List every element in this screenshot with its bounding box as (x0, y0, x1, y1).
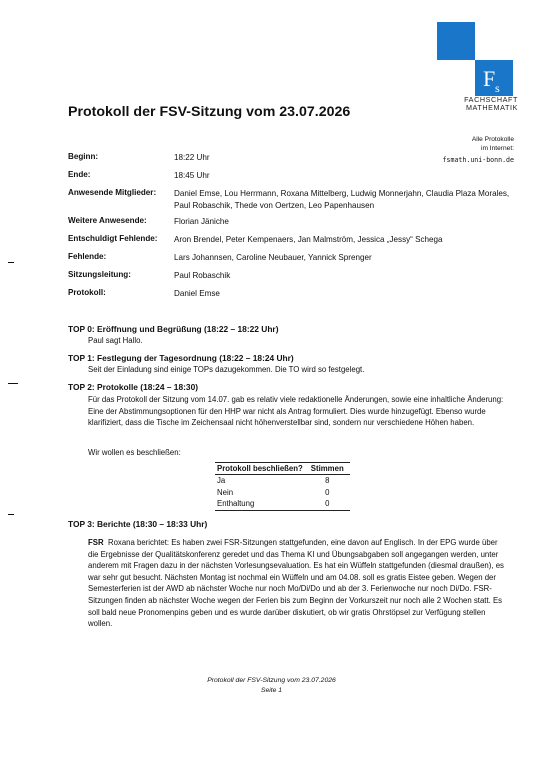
meta-value: 18:45 Uhr (174, 171, 210, 180)
vote-option: Nein (217, 487, 234, 497)
meta-value: Daniel Emse, Lou Herrmann, Roxana Mittelberg, Ludwig Monnerjahn, Claudia Plaza Morales, Paul Robaschik, Thede von Oertzen, Leo Papenhausen (174, 189, 510, 210)
meta-key: Ende: (68, 170, 91, 179)
top-1-text: Seit der Einladung sind einige TOPs dazugekommen. Die TO wird so festgelegt. (88, 365, 365, 374)
vote-option: Enthaltung (215, 498, 309, 510)
logo-caption (432, 96, 518, 112)
vote-table-header (215, 463, 350, 475)
table-row (215, 475, 350, 487)
vote-count: 0 (325, 487, 330, 497)
logo-line-1: FACHSCHAFT (464, 95, 518, 104)
meta-key: Beginn: (68, 152, 99, 161)
logo-line-2: MATHEMATIK (465, 103, 518, 112)
archive-line-2: im Internet: (481, 145, 514, 152)
page-footer (0, 676, 543, 696)
meta-value: Aron Brendel, Peter Kempenaers, Jan Malmström, Jessica „Jessy“ Schega (174, 235, 443, 244)
page-number: Seite 1 (260, 687, 283, 694)
meta-key: Weitere Anwesende: (68, 216, 147, 225)
meta-value: Paul Robaschik (174, 271, 231, 280)
meta-key: Protokoll: (68, 288, 106, 297)
meta-value: 18:22 Uhr (174, 153, 210, 162)
top-2-text: Für das Protokoll der Sitzung vom 14.07. gab es relativ viele redaktionelle Änderungen, sowie eine inhaltliche Änderung: Eine der Abstimmungsoptionen für den HHP war nicht als Antrag formuliert. Dies wurde hinzugefügt. Ebenso wurde klarifiziert, dass die Tische im Zeichensaal nicht höhenverstellbar sind, sondern nur verschiedene Höhen haben. (88, 395, 504, 428)
vote-table (215, 462, 350, 511)
meta-value: Florian Jäniche (174, 217, 229, 226)
vote-intro: Wir wollen es beschließen: (88, 448, 181, 457)
margin-mark (8, 262, 14, 263)
vote-header-votes: Stimmen (309, 463, 350, 475)
meta-key: Fehlende: (68, 252, 107, 261)
fsr-text: Roxana berichtet: Es haben zwei FSR-Sitzungen stattgefunden, eine davon auf Englisch. In der EPG wurde über die Ergebnisse der Qualitätskonferenz geredet und das Thema KI und Übungsabgaben soll angegangen werden, unter anderem mit Fragen dazu in der nächsten Vorlesungsevaluation. Es hat ein Wüffeln stattgefunden (diesmal draußen), es war sehr gut besucht. Nächsten Montag ist nochmal ein Wüffeln und am 04.08. soll es gratis Eistee geben. Wegen der Semesterferien ist der AWD ab nächster Woche nur noch Mo/Di/Do und ab der 3. Ferienwoche nur noch Di/Do. FSR-Sitzungen finden ab nächster Woche wegen der Ferien bis zum Beginn der Vorkurszeit nur noch alle 2 Wochen statt. Es soll bald neue Pronomenpins geben und es wurde darüber diskutiert, ob wir gratis Ohrstöpsel zur Verfügung stellen wollen. (88, 538, 504, 629)
page-title: Protokoll der FSV-Sitzung vom 23.07.2026 (68, 104, 351, 120)
meta-key: Sitzungsleitung: (68, 270, 131, 279)
top-0-heading: TOP 0: Eröffnung und Begrüßung (18:22 – 18:22 Uhr) (68, 324, 279, 334)
svg-text:s: s (495, 81, 500, 95)
archive-line-1: Alle Protokolle (471, 136, 514, 143)
meta-value: Lars Johannsen, Caroline Neubauer, Yannick Sprenger (174, 253, 372, 262)
fsr-label: FSR (88, 538, 104, 547)
meta-key: Anwesende Mitglieder: (68, 188, 157, 197)
top-1-heading: TOP 1: Festlegung der Tagesordnung (18:22 – 18:24 Uhr) (68, 353, 294, 363)
meta-key: Entschuldigt Fehlende: (68, 234, 158, 243)
margin-mark (8, 383, 18, 384)
meta-value: Daniel Emse (174, 289, 220, 298)
table-row (215, 487, 350, 499)
footer-title: Protokoll der FSV-Sitzung vom 23.07.2026 (207, 677, 336, 684)
vote-count: 0 (309, 498, 350, 510)
top-3-heading: TOP 3: Berichte (18:30 – 18:33 Uhr) (68, 519, 208, 529)
vote-header-question: Protokoll beschließen? (215, 463, 309, 475)
fsr-report (88, 537, 506, 630)
top-2-heading: TOP 2: Protokolle (18:24 – 18:30) (68, 382, 199, 392)
archive-url-link[interactable]: fsmath.uni-bonn.de (442, 156, 514, 164)
table-row (215, 498, 350, 510)
svg-text:F: F (483, 66, 496, 91)
top-0-text: Paul sagt Hallo. (88, 336, 143, 345)
vote-count: 8 (325, 476, 330, 485)
vote-option: Ja (217, 476, 226, 485)
margin-mark (8, 514, 14, 515)
